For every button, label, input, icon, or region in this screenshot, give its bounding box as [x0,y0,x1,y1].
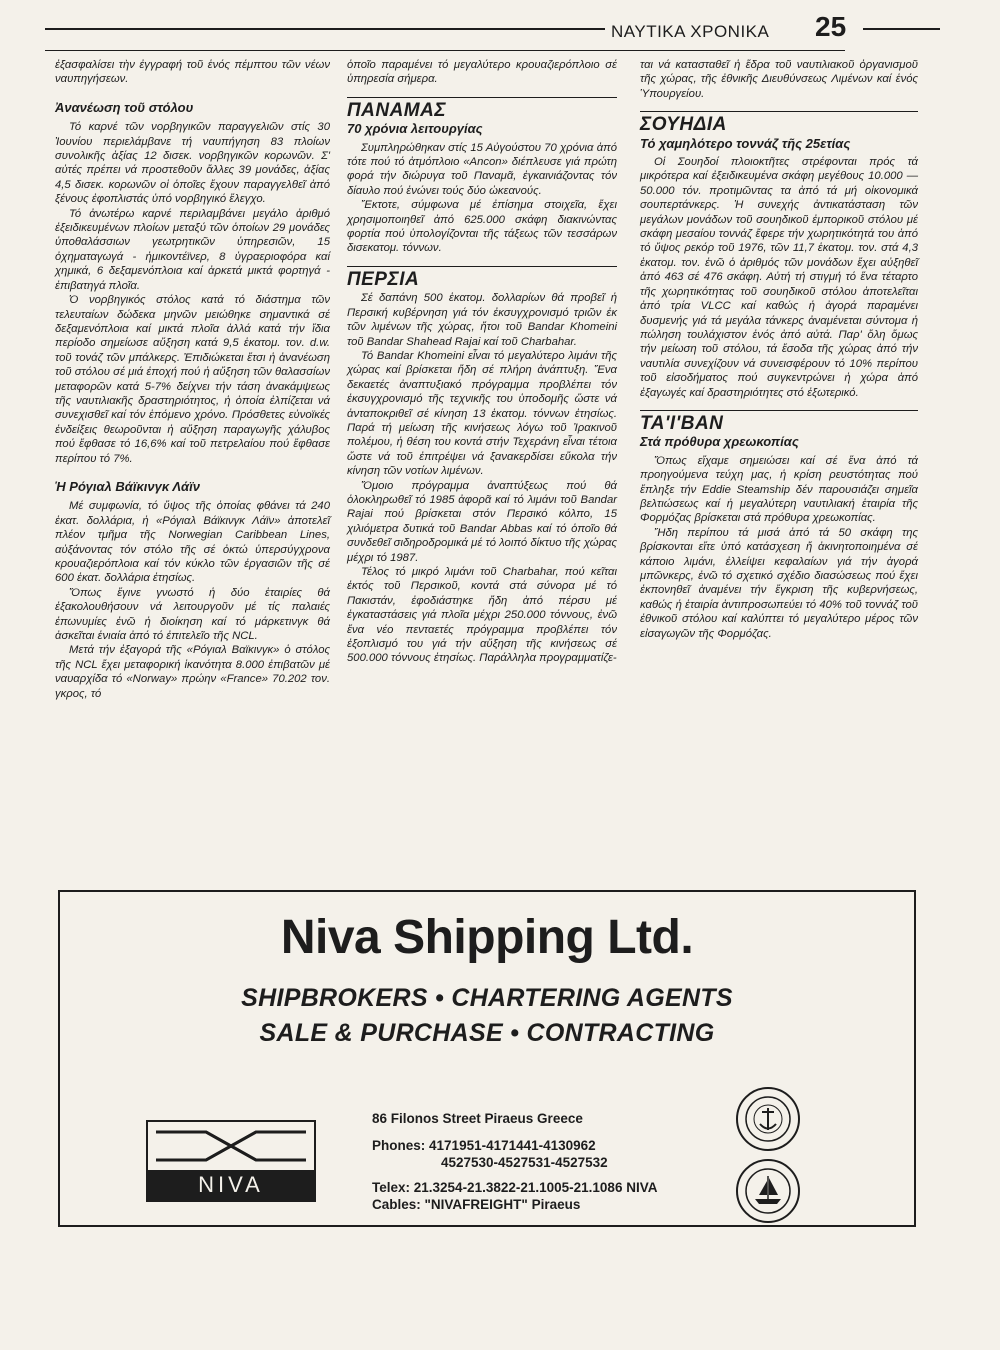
page-header [45,8,940,52]
ad-phones-row-2 [372,1154,657,1171]
magazine-title: ΝΑΥΤΙΚΑ ΧΡΟΝΙΚΑ [611,22,770,41]
column-1 [55,58,330,701]
ad-cables: Cables: "NIVAFREIGHT" Piraeus [372,1197,581,1212]
ad-phones-label: Phones: [372,1138,426,1153]
col3-paragraph: Ὅπως εἴχαμε σημειώσει καί σέ ἕνα ἀπό τά προηγούμενα τεύχη μας, ἡ κρίση ρευστότητας πού ἔπληξε τήν Eddie Steamship δέν παρουσιάζει σημεῖα βελτιώσεως καί ἡ μεγαλύτερη ναυτιλιακή ἑταιρία τῆς Φορμόζας βρίσκεται στά πρόθυρα χρεωκοπίας. [640,454,918,525]
section-title-sweden: ΣΟΥΗΔΙΑ [640,114,727,136]
col2-intro: ὁποῖο παραμένει τό μεγαλύτερο κρουαζιερόπλοιο σέ ὑπηρεσία σήμερα. [347,59,617,86]
header-rule-right [863,28,940,30]
ad-phones-1: 4171951-4171441-4130962 [429,1138,596,1153]
section-title-persia: ΠΕΡΣΙΑ [347,268,420,290]
ad-phones-2: 4527530-4527531-4527532 [441,1155,608,1170]
section-divider [640,111,918,112]
col2-paragraph: Σέ δαπάνη 500 ἑκατομ. δολλαρίων θά προβεῖ ἡ Περσική κυβέρνηση γιά τόν ἐκσυγχρονισμό τριῶν ἐκ τῶν λιμένων τῆς χώρας, ἤτοι τοῦ Bandar Khomeini τοῦ Bandar Shahead Rajai καί τοῦ Charbahar. [347,292,617,348]
col1-intro: ἐξασφαλίσει τὴν ἐγγραφή τοῦ ἑνός πέμπτου τῶν νέων ναυπηγήσεων. [55,59,330,86]
section-title-panama: ΠΑΝΑΜΑΣ [347,99,447,121]
ad-services-line-1: SHIPBROKERS • CHARTERING AGENTS [241,984,733,1012]
section-title-taiwan: ΤΑ'Ι'ΒΑΝ [640,412,724,434]
col1-paragraph: Τό ἀνωτέρω καρνέ περιλαμβάνει μεγάλο ἀριθμό ἐξειδικευμένων πλοίων μεταξύ τῶν ὁποίων 29 μονάδες ὑποθαλάσσιων γεωτρητικῶν ὑπηρεσιῶν, 15 ὀχηματαγωγά - ἡμικοντέϊνερ, 8 ὑγραεριοφόρα καί χημικά, 6 δεξαμενόπλοια καί ἀρκετά μικτά φορτηγά - ἐπιβατηγά πλοῖα. [55,207,330,292]
ad-brand-name: Niva Shipping Ltd. [280,911,694,964]
col2-paragraph: Συμπληρώθηκαν στίς 15 Αὐγούστου 70 χρόνια ἀπό τότε πού τό ἀτμόπλοιο «Ancon» διέπλευσε γιά πρώτη φορά τήν διώρυγα τοῦ Παναμᾶ, ἐγκαινιάζοντας τόν δίαυλο πού ἑνώνει τούς δύο ὠκεανούς. [347,141,617,197]
anchor-icon [738,1089,798,1149]
col2-paragraph: Τέλος τό μικρό λιμάνι τοῦ Charbahar, πού κεῖται ἐκτός τοῦ Περσικοῦ, κοντά στά σύνορα μέ τό Πακιστάν, ἐφοδιάστηκε ἤδη ἀπό πέρσυ μέ ἐγκαταστάσεις γιά πλοῖα μέχρι 250.000 τόννους, ἐνῶ ἕνα νέο πενταετές πρόγραμμα προβλέπει τόν ἐξοπλισμό του γιά τήν αὔξηση τῆς κινήσεως σέ 500.000 τόννους ἐτησίως. Παράλληλα προγραμματίζε- [347,566,617,665]
subhead-fleet-renewal: Ἀνανέωση τοῦ στόλου [55,99,194,115]
section-divider [640,410,918,411]
ad-address: 86 Filonos Street Piraeus Greece [372,1111,583,1126]
piraeus-seal-icon [736,1159,800,1223]
section-divider [347,97,617,98]
col1-paragraph: Τό καρνέ τῶν νορβηγικῶν παραγγελιῶν στίς 30 Ἰουνίου περιελάμβανε τή ναυπήγηση 83 πλοίων συνολικῆς ἀξίας 12 δισεκ. νορβηγικῶν κορωνῶν. Σ' αὐτές πρέπει νά προστεθοῦν ἄλλες 39 μονάδες, ἀξίας 4,5 δισεκ. κορωνῶν οἱ ὁποῖες ἔχουν παραγγελθεῖ ἀπό ξένους ἐφοπλιστάς ὑπό νορβηγικό ἔλεγχο. [55,121,330,206]
column-3 [640,58,918,641]
col3-paragraph: Οἱ Σουηδοί πλοιοκτῆτες στρέφονται πρός τά μικρότερα καί ἐξειδικευμένα σκάφη μεγέθους 10.000 — 50.000 τόν. προτιμῶντας τα ἀπό τά μή οἰκονομικά σουπερτάνκερς. Ἡ συνεχής ἀντικατάσταση τῶν μεγάλων μονάδων τοῦ σουηδικοῦ ἐμπορικοῦ στόλου μέ σκάφη μεσαίου τοννάζ ἔφερε τήν χωρητικότητά του ἀπό τό ὕψος ρεκόρ τοῦ 1976, τῶν 11,7 ἑκατομ. τον. στά 4,3 ἑκατομ. τον. ἐνῶ ὁ ἀριθμός τῶν μονάδων ἔχει αὐξηθεῖ ἀπό 463 σέ 476 σκάφη. Αὐτή τή στιγμή τό ἕνα τέταρτο τῆς χωρητικότητας τοῦ σουηδικοῦ στόλου ἀποτελεῖται ἀπό τρία VLCC καί καθώς ἡ ἀγορά παραμένει δυσμενής γιά τά μεγάλα τάνκερς ἀναμένεται σύντομα ἡ πώληση τουλάχιστον ἑνός ἀπό αὐτά. Παρ' ὅλη ὅμως τήν μείωση τοῦ στόλου, τά ἔσοδα τῆς χώρας ἀπό τήν ναυτιλία συνεχίζουν νά συνεισφέρουν τό 10% περίπου τοῦ εἰσοδήματος πού συγκεντρώνει ἡ χώρα ἀπό ἐξαγωγές καί δραστηριότητες στό ἐξωτερικό. [640,156,918,399]
niva-logo-text: NIVA [148,1170,314,1200]
column-2 [347,58,617,666]
col3-paragraph: Ἤδη περίπου τά μισά ἀπό τά 50 σκάφη της βρίσκονται εἴτε ὑπό κατάσχεση ἤ ἀκινητοποιημένα σέ κάποιο λιμάνι, ἐλλείψει κεφαλαίων γιά τήν ἀγορά μπῶνκερς, ἐνῶ τό σχετικό σχέδιο διασώσεως πού ἔχει ἐκπονηθεῖ ἀναμένει τήν ἔγκριση τῆς κυβερνήσεως, καθώς ἡ ἑταιρία ἀντιπροσωπεύει τό 40% τοῦ τοννάζ τοῦ ἐθνικοῦ στόλου καί καλύπτει τό μεγαλύτερο μέρος τῶν εἰσαγωγῶν τῆς Φορμόζας. [640,526,918,640]
ad-telex: Telex: 21.3254-21.3822-21.1005-21.1086 NIVA [372,1180,658,1195]
section-divider [347,266,617,267]
niva-logo-mark-icon [148,1124,314,1168]
col1-paragraph: Ὁ νορβηγικός στόλος κατά τό διάστημα τῶν τελευταίων δώδεκα μηνῶν μειώθηκε σημαντικά σέ δεξαμενόπλοια καί μικτά πλοῖα ἀλλά κατά τήν ἴδια περίοδο σημείωσε αὔξηση κατά 9,5 ἑκατομ. τον. d.w. τοῦ τονάζ τῶν μπάλκερς. Ἐπιδιώκεται ἔτσι ἡ ἀνανέωση τοῦ στόλου σέ μιά ἐποχή πού ἡ αὔξηση τῶν θαλασσίων μεταφορῶν κατά 5-7% δείχνει τήν τάση ἀνακάμψεως τῆς ναυτιλιακῆς δραστηριότητος, ἡ ὁποία ἐλπίζεται νά συνεχισθεῖ καί τόν ἑπόμενο χρόνο. Πρόσθετες εὐνοϊκές ἐνδείξεις θεωροῦνται ἡ αὔξηση παραγωγῆς χάλυβος πού ἔφθασε τό 16,6% καί τοῦ πετρελαίου πού ἔφθασε περίπου τό 7%. [55,294,330,465]
col1-paragraph: Ὅπως ἔγινε γνωστό ἡ δύο ἑταιρίες θά ἐξακολουθήσουν νά λειτουργοῦν μέ τίς παλαιές ἐπωνυμίες ἐνῶ ἡ διοίκηση καί τό μάρκετινγκ θά ἀσκεῖται ἑνιαία ἀπό τό ἐπιτελεῖο τῆς NCL. [55,586,330,643]
niva-logo [146,1120,316,1202]
header-rule-left [45,28,605,30]
col2-paragraph: Τό Bandar Khomeini εἶναι τό μεγαλύτερο λιμάνι τῆς χώρας καί βρίσκεται ἤδη σέ πλήρη ἀνάπτυξη. Ἕνα δεκαετές ἀναπτυξιακό πρόγραμμα προβλέπει τόν ἐκσυγχρονισμό τῆς τεχνικῆς του ὑποδομῆς ὥστε νά ἀνταποκριθεῖ σέ κίνηση 13 ἑκατομ. τόννων ἐτησίως. Παρά τή μείωση τῆς κινήσεως λόγω τοῦ Ἰρακινοῦ πολέμου, ἡ θέση του κοντά στήν Τεχεράνη εἶναι τέτοια ὥστε νά τοῦ ἐπιτρέψει νά ξανακερδίσει εὔκολα τήν κίνηση τῶν νοτίων λιμένων. [347,349,617,478]
subhead-royal-viking-line: Ἡ Ρόγιαλ Βάϊκινγκ Λάϊν [55,478,200,494]
col3-intro: ται νά κατασταθεῖ ἡ ἕδρα τοῦ ναυτιλιακοῦ ὀργανισμοῦ τῆς χώρας, τῆς ἐθνικῆς Διευθύνσεως Λιμένων καί ἑνός Ὑπουργείου. [640,59,918,100]
col1-paragraph: Μέ συμφωνία, τό ὕψος τῆς ὁποίας φθάνει τά 240 ἑκατ. δολλάρια, ἡ «Ρόγιαλ Βάϊκινγκ Λάϊν» ἀποτελεῖ πλέον τμῆμα τῆς Norwegian Caribbean Lines, αὐξάνοντας τόν στόλο τῆς σέ ὀκτώ ὑπερσύγχρονα κρουαζιερόπλοια καί τόν κύκλο τῶν ἐργασιῶν τῆς σέ 600 ἑκατ. δολλάρια ἐτησίως. [55,500,330,585]
ad-services-line-2: SALE & PURCHASE • CONTRACTING [259,1019,715,1047]
shipbrokers-association-seal-icon [736,1087,800,1151]
col2-paragraph: Ὅμοιο πρόγραμμα ἀναπτύξεως πού θά ὁλοκληρωθεῖ τό 1985 ἀφορᾶ καί τό λιμάνι τοῦ Bandar Rajai πού βρίσκεται στόν Περσικό κόλπο, 15 χιλιόμετρα δυτικά τοῦ Bandar Abbas καί τό ὁποῖο θά συνδεθεῖ σιδηροδρομικά μέ τό λοιπό δίκτυο τῆς χώρας μέχρι τό 1987. [347,479,617,564]
ad-contact-block [372,1110,657,1213]
header-rule-bottom [45,50,845,51]
col2-paragraph: Ἔκτοτε, σύμφωνα μέ ἐπίσημα στοιχεῖα, ἔχει χρησιμοποιηθεῖ ἀπό 625.000 σκάφη διακινώντας φορτία πού ὑπολογίζονται τῆς τάξεως τῶν τεσσάρων δισεκατομ. τόννων. [347,199,617,255]
ad-phones-row [372,1137,657,1154]
col1-paragraph: Μετά τήν ἐξαγορά τῆς «Ρόγιαλ Βαϊκινγκ» ὁ στόλος τῆς NCL ἔχει μεταφορική ἱκανότητα 8.000 ἐπιβατῶν μέ ναυαρχίδα τό «Norway» πρώην «France» 70.202 τον. γκρος, τό [55,644,330,700]
sailing-ship-icon [738,1161,798,1221]
subhead-bankruptcy: Στά πρόθυρα χρεωκοπίας [640,434,799,450]
niva-shipping-advertisement [58,890,916,1227]
page-number: 25 [815,11,847,42]
subhead-lowest-tonnage: Τό χαμηλότερο τοννάζ τῆς 25ετίας [640,135,851,151]
subhead-70-years: 70 χρόνια λειτουργίας [347,121,483,137]
